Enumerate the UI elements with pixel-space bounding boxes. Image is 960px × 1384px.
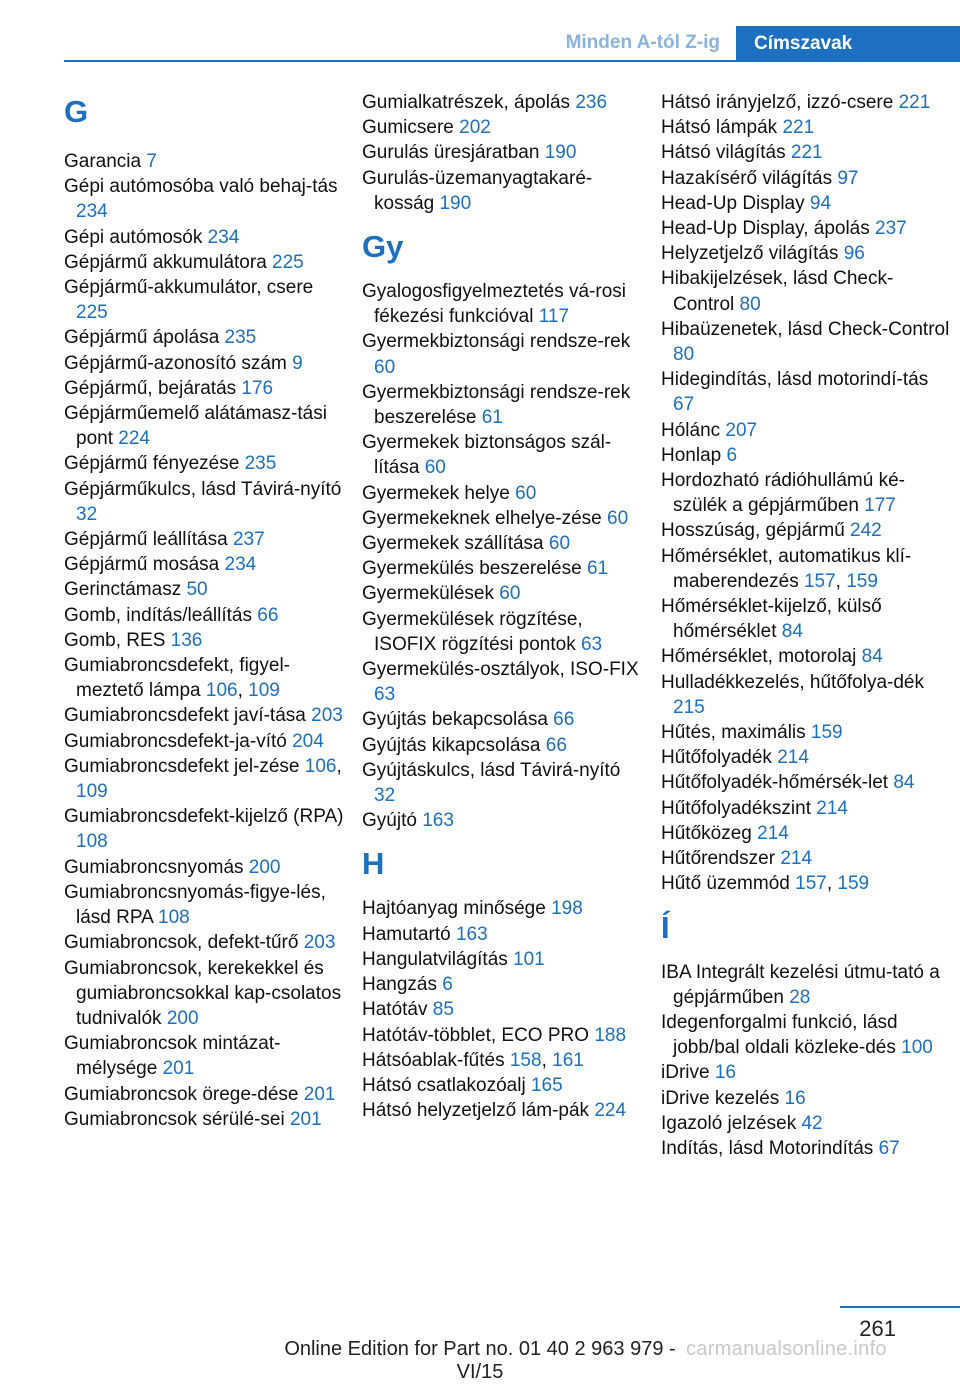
page-reference-link[interactable]: 67 bbox=[878, 1137, 900, 1159]
page-reference-link[interactable]: 28 bbox=[789, 986, 811, 1008]
page-reference-link[interactable]: 109 bbox=[76, 781, 108, 803]
page-reference-link[interactable]: 200 bbox=[166, 1007, 199, 1029]
index-letter-heading: G bbox=[64, 94, 89, 129]
page-reference-link[interactable]: 60 bbox=[499, 583, 521, 605]
page-reference-link[interactable]: 224 bbox=[118, 428, 150, 450]
index-entry-text: Gyújtáskulcs, lásd Távirá-nyító bbox=[362, 759, 621, 781]
page-reference-link[interactable]: 203 bbox=[303, 932, 336, 954]
index-entry bbox=[64, 603, 344, 628]
index-entry bbox=[362, 90, 642, 115]
page-reference-link[interactable]: 214 bbox=[780, 848, 813, 870]
index-entry-text: Hűtőfolyadék-hőmérsék-let bbox=[661, 772, 894, 794]
index-entry-text: Gumiabroncsdefekt jel-zése bbox=[64, 755, 305, 777]
index-entry bbox=[661, 846, 951, 871]
index-entry bbox=[661, 745, 951, 770]
index-entry bbox=[661, 1136, 951, 1161]
index-entry bbox=[661, 871, 951, 896]
index-entry bbox=[64, 804, 344, 854]
page-reference-link[interactable]: 202 bbox=[459, 117, 491, 139]
page-reference-link[interactable]: 204 bbox=[292, 730, 324, 752]
page-reference-link[interactable]: 234 bbox=[207, 226, 240, 248]
index-entry bbox=[64, 930, 344, 955]
index-entry bbox=[661, 367, 951, 417]
page-reference-link[interactable]: 60 bbox=[374, 356, 396, 378]
index-entry bbox=[64, 149, 344, 174]
page-separator: , bbox=[826, 873, 838, 895]
index-entry-text: Gépjármű-akkumulátor, csere bbox=[64, 277, 314, 299]
index-entry-text: Gumiabroncsdefekt-kijelző (RPA) bbox=[64, 806, 344, 828]
index-entry-text: Gumiabroncsok örege-dése bbox=[64, 1083, 304, 1105]
index-entry bbox=[64, 956, 344, 1032]
index-entry-text: Gumialkatrészek, ápolás bbox=[362, 92, 576, 113]
index-entry bbox=[661, 418, 951, 443]
index-entry-text: Hamutartó bbox=[362, 923, 456, 945]
page-reference-link[interactable]: 60 bbox=[424, 457, 446, 479]
index-entry-text: Gyalogosfigyelmeztetés vá-rosi fékezési funkcióval bbox=[362, 281, 626, 328]
index-entry bbox=[362, 166, 642, 216]
page-reference-link[interactable]: 234 bbox=[224, 554, 257, 576]
index-entry-text: Hibakijelzések, lásd Check-Control bbox=[661, 268, 894, 315]
page-reference-link[interactable]: 200 bbox=[248, 856, 281, 878]
index-entry bbox=[661, 518, 951, 543]
page-reference-link[interactable]: 221 bbox=[898, 92, 931, 113]
page-reference-link[interactable]: 16 bbox=[784, 1087, 806, 1109]
index-entry bbox=[362, 733, 642, 758]
index-entry bbox=[64, 451, 344, 476]
index-entry-text: Gyújtás bekapcsolása bbox=[362, 709, 554, 731]
index-entry-text: Gumiabroncsdefekt-ja-vító bbox=[64, 730, 293, 752]
page-reference-link[interactable]: 32 bbox=[374, 785, 396, 807]
page-reference-link[interactable]: 201 bbox=[162, 1058, 195, 1080]
index-entry bbox=[64, 552, 344, 577]
header-divider bbox=[64, 60, 960, 62]
index-entry-text: Hátsó helyzetjelző lám-pák bbox=[362, 1100, 595, 1122]
page-reference-link[interactable]: 236 bbox=[575, 92, 608, 113]
index-letter-heading: H bbox=[362, 846, 385, 882]
page-reference-link[interactable]: 176 bbox=[241, 377, 274, 399]
page-reference-link[interactable]: 136 bbox=[170, 629, 203, 651]
page-reference-link[interactable]: 214 bbox=[777, 747, 809, 769]
header-tab-keywords[interactable]: Címszavak bbox=[736, 26, 960, 62]
index-entry bbox=[661, 443, 951, 468]
index-entry-text: Hatótáv bbox=[362, 999, 433, 1021]
index-entry bbox=[661, 796, 951, 821]
index-entry bbox=[64, 250, 344, 275]
index-entry-text: Gyermekülések bbox=[362, 583, 500, 605]
page-reference-link[interactable]: 42 bbox=[801, 1112, 823, 1134]
index-entry-text: Gumiabroncsok, defekt-tűrő bbox=[64, 932, 304, 954]
page-reference-link[interactable]: 6 bbox=[726, 444, 738, 466]
page-reference-link[interactable]: 188 bbox=[594, 1024, 627, 1046]
index-entry bbox=[362, 1098, 642, 1123]
page-reference-link[interactable]: 157 bbox=[803, 570, 836, 592]
index-entry-text: Gumiabroncsdefekt, figyel-meztető lámpa bbox=[64, 655, 290, 702]
index-entry-text: Hajtóanyag minősége bbox=[362, 898, 552, 920]
index-entry bbox=[64, 577, 344, 602]
index-entry bbox=[661, 644, 951, 669]
index-entry-text: Gurulás üresjáratban bbox=[362, 142, 545, 164]
page-reference-link[interactable]: 235 bbox=[224, 327, 257, 349]
index-entry-text: Idegenforgalmi funkció, lásd jobb/bal oldali közleke-dés bbox=[661, 1011, 902, 1059]
index-entry bbox=[661, 720, 951, 745]
index-entry bbox=[362, 1023, 642, 1048]
index-entry-text: Hosszúság, gépjármű bbox=[661, 520, 851, 542]
index-entry bbox=[362, 531, 642, 556]
index-entry bbox=[64, 401, 344, 451]
index-entry-text: Head-Up Display bbox=[661, 192, 810, 214]
index-entry bbox=[362, 758, 642, 808]
index-entry bbox=[64, 754, 344, 804]
page-separator: , bbox=[237, 680, 249, 702]
index-entry bbox=[362, 329, 642, 379]
page-reference-link[interactable]: 108 bbox=[76, 831, 108, 853]
index-entry-text: Hátsóablak-fűtés bbox=[362, 1049, 510, 1071]
index-entry-text: Gurulás-üzemanyagtakaré-kosság bbox=[362, 167, 593, 214]
page-reference-link[interactable]: 96 bbox=[843, 243, 865, 265]
index-entry bbox=[362, 1048, 642, 1073]
index-entry bbox=[64, 880, 344, 930]
index-entry bbox=[362, 115, 642, 140]
index-entry-text: Gyermekülés beszerelése bbox=[362, 558, 587, 580]
index-entry-text: Gyújtó bbox=[362, 810, 423, 832]
index-entry bbox=[362, 481, 642, 506]
page-reference-link[interactable]: 66 bbox=[545, 734, 567, 756]
index-entry bbox=[64, 628, 344, 653]
index-entry-text: Gyermekeknek elhelye-zése bbox=[362, 507, 607, 529]
index-entry bbox=[64, 275, 344, 325]
index-entry bbox=[64, 729, 344, 754]
page-reference-link[interactable]: 235 bbox=[244, 453, 277, 475]
index-entry bbox=[362, 430, 642, 480]
index-entry bbox=[661, 191, 951, 216]
page-reference-link[interactable]: 84 bbox=[893, 772, 915, 794]
footer-divider bbox=[840, 1306, 960, 1308]
index-entry bbox=[661, 317, 951, 367]
page-reference-link[interactable]: 80 bbox=[673, 344, 695, 366]
page-reference-link[interactable]: 159 bbox=[810, 722, 843, 744]
index-entry-text: Gépjármű fényezése bbox=[64, 453, 245, 475]
index-entry bbox=[362, 581, 642, 606]
index-entry bbox=[362, 380, 642, 430]
index-entry-text: Hűtés, maximális bbox=[661, 722, 811, 744]
page-reference-link[interactable]: 201 bbox=[289, 1108, 322, 1130]
index-entry-text: Hólánc bbox=[661, 419, 726, 441]
page-reference-link[interactable]: 7 bbox=[146, 151, 157, 172]
index-entry-text: Gépjármű mosása bbox=[64, 554, 225, 576]
index-letter-heading: Í bbox=[661, 909, 670, 945]
index-entry bbox=[661, 770, 951, 795]
index-entry-text: Gyermekek biztonságos szál-lítása bbox=[362, 432, 612, 479]
index-entry bbox=[661, 115, 951, 140]
index-entry-text: Hátsó irányjelző, izzó-csere bbox=[661, 92, 899, 113]
index-entry bbox=[661, 166, 951, 191]
index-entry bbox=[64, 1082, 344, 1107]
index-entry bbox=[362, 1073, 642, 1098]
edition-footer: Online Edition for Part no. 01 40 2 963 979 - VI/15 bbox=[284, 1338, 676, 1383]
index-entry bbox=[661, 544, 951, 594]
page-reference-link[interactable]: 207 bbox=[725, 419, 758, 441]
index-entry-text: Hangzás bbox=[362, 974, 443, 996]
index-entry-text: Helyzetjelző világítás bbox=[661, 243, 844, 265]
page-reference-link[interactable]: 101 bbox=[513, 948, 545, 970]
index-entry bbox=[362, 657, 642, 707]
page-reference-link[interactable]: 224 bbox=[594, 1100, 627, 1122]
index-entry-text: Gyermekülés-osztályok, ISO-FIX bbox=[362, 659, 639, 681]
index-entry-text: Hűtőközeg bbox=[661, 822, 758, 844]
index-entry bbox=[661, 468, 951, 518]
index-entry bbox=[362, 947, 642, 972]
page-reference-link[interactable]: 85 bbox=[432, 999, 454, 1021]
index-entry-text: Gépjármű-azonosító szám bbox=[64, 352, 293, 374]
index-entry-text: Gyermekek helye bbox=[362, 482, 516, 504]
page-reference-link[interactable]: 80 bbox=[739, 293, 761, 315]
index-entry bbox=[362, 972, 642, 997]
index-entry-text: Hordozható rádióhullámú ké-szülék a gépjárműben bbox=[661, 470, 905, 517]
index-entry bbox=[362, 140, 642, 165]
index-entry bbox=[362, 997, 642, 1022]
page-reference-link[interactable]: 67 bbox=[673, 394, 695, 416]
page-reference-link[interactable]: 16 bbox=[714, 1062, 736, 1084]
index-entry-text: Hűtőrendszer bbox=[661, 848, 781, 870]
page-reference-link[interactable]: 237 bbox=[232, 529, 265, 551]
index-entry-text: Gumiabroncsnyomás bbox=[64, 856, 249, 878]
page-reference-link[interactable]: 237 bbox=[875, 218, 907, 240]
page-reference-link[interactable]: 108 bbox=[158, 907, 190, 929]
index-entry-text: iDrive bbox=[661, 1062, 715, 1084]
index-entry-text: Garancia bbox=[64, 151, 147, 172]
index-column-1 bbox=[64, 90, 344, 1132]
index-entry-text: Hűtő üzemmód bbox=[661, 873, 796, 895]
index-entry bbox=[661, 670, 951, 720]
index-entry-text: Gépjárműemelő alátámasz-tási pont bbox=[64, 403, 327, 450]
index-entry bbox=[661, 1111, 951, 1136]
index-entry-text: Hőmérséklet, motorolaj bbox=[661, 646, 862, 668]
index-entry-text: Hőmérséklet-kijelző, külső hőmérséklet bbox=[661, 596, 882, 643]
index-entry-text: Gyermekek szállítása bbox=[362, 533, 549, 555]
index-entry-text: Gépjárműkulcs, lásd Távirá-nyító bbox=[64, 478, 342, 500]
page-separator: , bbox=[541, 1049, 553, 1071]
page-reference-link[interactable]: 214 bbox=[816, 797, 848, 819]
page-reference-link[interactable]: 159 bbox=[846, 570, 878, 592]
index-entry-text: Hűtőfolyadék bbox=[661, 747, 778, 769]
index-entry bbox=[661, 1086, 951, 1111]
index-entry-text: Hőmérséklet, automatikus klí-maberendezés bbox=[661, 545, 912, 592]
index-entry-text: Indítás, lásd Motorindítás bbox=[661, 1137, 879, 1159]
page-reference-link[interactable]: 60 bbox=[607, 507, 629, 529]
page-reference-link[interactable]: 66 bbox=[257, 604, 279, 626]
index-entry bbox=[64, 376, 344, 401]
watermark: carmanualsonline.info bbox=[686, 1338, 887, 1360]
page-reference-link[interactable]: 159 bbox=[837, 873, 870, 895]
index-entry-text: Gépjármű ápolása bbox=[64, 327, 225, 349]
index-entry-text: Gyermekbiztonsági rendsze-rek bbox=[362, 331, 631, 353]
index-entry-text: Gumiabroncsok mintázat-mélysége bbox=[64, 1033, 281, 1080]
index-entry-text: Gyermekbiztonsági rendsze-rek beszerelése bbox=[362, 381, 631, 429]
index-entry bbox=[64, 351, 344, 376]
index-entry-text: Hátsó lámpák bbox=[661, 117, 783, 139]
index-entry bbox=[64, 653, 344, 703]
index-entry-text: Hátsó csatlakozóalj bbox=[362, 1074, 531, 1096]
page-number: 261 bbox=[859, 1316, 896, 1341]
index-entry-text: Hangulatvilágítás bbox=[362, 948, 514, 970]
index-entry-text: iDrive kezelés bbox=[661, 1087, 785, 1109]
index-entry bbox=[661, 960, 951, 1010]
index-column-3 bbox=[661, 90, 951, 1161]
index-entry-text: Hazakísérő világítás bbox=[661, 167, 838, 189]
index-entry-text: Gumicsere bbox=[362, 117, 460, 139]
page-reference-link[interactable]: 163 bbox=[422, 810, 454, 832]
page-reference-link[interactable]: 198 bbox=[551, 898, 583, 920]
page-reference-link[interactable]: 61 bbox=[481, 407, 503, 429]
page-reference-link[interactable]: 177 bbox=[864, 495, 896, 517]
index-entry bbox=[362, 607, 642, 657]
index-entry bbox=[661, 241, 951, 266]
index-entry bbox=[362, 279, 642, 329]
page-reference-link[interactable]: 106 bbox=[304, 755, 337, 777]
index-entry bbox=[64, 174, 344, 224]
page-reference-link[interactable]: 32 bbox=[76, 503, 98, 525]
page-reference-link[interactable]: 242 bbox=[850, 520, 882, 542]
index-entry-text: Gumiabroncsnyomás-figye-lés, lásd RPA bbox=[64, 881, 326, 929]
index-entry-text: IBA Integrált kezelési útmu-tató a gépjárműben bbox=[661, 961, 940, 1008]
index-entry-text: Hulladékkezelés, hűtőfolya-dék bbox=[661, 671, 924, 693]
index-entry bbox=[661, 216, 951, 241]
index-entry-text: Gépi autómosók bbox=[64, 226, 208, 248]
index-entry-text: Hidegindítás, lásd motorindí-tás bbox=[661, 369, 929, 391]
page-reference-link[interactable]: 66 bbox=[553, 709, 575, 731]
index-entry bbox=[362, 922, 642, 947]
page-reference-link[interactable]: 60 bbox=[548, 533, 571, 555]
page-reference-link[interactable]: 157 bbox=[795, 873, 827, 895]
page-reference-link[interactable]: 6 bbox=[442, 974, 453, 996]
index-entry bbox=[64, 703, 344, 728]
page-reference-link[interactable]: 190 bbox=[544, 142, 577, 164]
index-entry-text: Gerinctámasz bbox=[64, 579, 187, 601]
index-entry bbox=[362, 556, 642, 581]
index-entry bbox=[661, 266, 951, 316]
index-entry-text: Gomb, indítás/leállítás bbox=[64, 604, 258, 626]
page-reference-link[interactable]: 84 bbox=[781, 621, 803, 643]
index-entry bbox=[64, 1031, 344, 1081]
index-entry bbox=[661, 140, 951, 165]
index-entry-text: Gumiabroncsok sérülé-sei bbox=[64, 1108, 290, 1130]
page-reference-link[interactable]: 63 bbox=[580, 633, 603, 655]
page-reference-link[interactable]: 214 bbox=[757, 822, 789, 844]
header-section-link[interactable]: Minden A-tól Z-ig bbox=[565, 32, 720, 53]
page-reference-link[interactable]: 100 bbox=[901, 1037, 933, 1059]
page-reference-link[interactable]: 63 bbox=[374, 684, 396, 706]
index-entry bbox=[661, 90, 951, 115]
page-reference-link[interactable]: 165 bbox=[530, 1074, 563, 1096]
page-reference-link[interactable]: 161 bbox=[552, 1049, 584, 1071]
index-entry-text: Gépjármű akkumulátora bbox=[64, 251, 273, 273]
index-entry-text: Gépjármű, bejáratás bbox=[64, 377, 242, 399]
page-reference-link[interactable]: 97 bbox=[837, 167, 859, 189]
index-entry bbox=[661, 1060, 951, 1085]
index-entry-text: Igazoló jelzések bbox=[661, 1112, 802, 1134]
index-entry-text: Gumiabroncsdefekt javí-tása bbox=[64, 705, 312, 727]
index-entry-text: Gumiabroncsok, kerekekkel és gumiabroncsokkal kap-csolatos tudnivalók bbox=[64, 957, 342, 1029]
index-entry bbox=[661, 594, 951, 644]
index-entry bbox=[362, 808, 642, 833]
index-entry-text: Gépi autómosóba való behaj-tás bbox=[64, 176, 338, 198]
page-reference-link[interactable]: 163 bbox=[455, 923, 488, 945]
index-entry bbox=[362, 506, 642, 531]
page-reference-link[interactable]: 221 bbox=[790, 142, 823, 164]
page-separator: , bbox=[835, 570, 847, 592]
index-entry bbox=[64, 477, 344, 527]
page-reference-link[interactable]: 117 bbox=[538, 306, 570, 328]
page-reference-link[interactable]: 225 bbox=[76, 302, 108, 324]
index-entry bbox=[64, 325, 344, 350]
page-reference-link[interactable]: 203 bbox=[311, 705, 343, 727]
page-reference-link[interactable]: 61 bbox=[586, 558, 609, 580]
index-entry-text: Hátsó világítás bbox=[661, 142, 791, 164]
index-entry-text: Gomb, RES bbox=[64, 629, 171, 651]
page-reference-link[interactable]: 234 bbox=[76, 201, 108, 223]
page-reference-link[interactable]: 106 bbox=[205, 680, 238, 702]
page-reference-link[interactable]: 109 bbox=[248, 680, 280, 702]
index-entry-text: Hűtőfolyadékszint bbox=[661, 797, 817, 819]
page-reference-link[interactable]: 94 bbox=[809, 192, 832, 214]
index-entry bbox=[64, 1107, 344, 1132]
index-entry-text: Gyermekülések rögzítése, ISOFIX rögzítési pontok bbox=[362, 608, 583, 655]
index-entry-text: Gépjármű leállítása bbox=[64, 529, 233, 551]
page-reference-link[interactable]: 190 bbox=[439, 192, 472, 214]
page-reference-link[interactable]: 60 bbox=[515, 482, 537, 504]
index-entry-text: Gyújtás kikapcsolása bbox=[362, 734, 546, 756]
index-entry-text: Hibaüzenetek, lásd Check-Control bbox=[661, 318, 950, 340]
page-reference-link[interactable]: 84 bbox=[861, 646, 883, 668]
index-letter-heading: Gy bbox=[362, 229, 404, 265]
index-entry bbox=[362, 707, 642, 732]
index-entry bbox=[362, 896, 642, 921]
page-separator: , bbox=[336, 755, 342, 777]
index-entry-text: Honlap bbox=[661, 444, 727, 466]
index-entry bbox=[64, 527, 344, 552]
page-reference-link[interactable]: 215 bbox=[673, 696, 705, 718]
page-reference-link[interactable]: 9 bbox=[292, 352, 303, 374]
index-column-2 bbox=[362, 90, 642, 1123]
index-entry-text: Hatótáv-többlet, ECO PRO bbox=[362, 1024, 595, 1046]
index-entry bbox=[661, 821, 951, 846]
page-reference-link[interactable]: 50 bbox=[186, 579, 208, 601]
page-reference-link[interactable]: 225 bbox=[272, 251, 304, 273]
index-entry-text: Head-Up Display, ápolás bbox=[661, 218, 876, 240]
index-entry bbox=[64, 855, 344, 880]
index-entry bbox=[661, 1010, 951, 1060]
page-reference-link[interactable]: 158 bbox=[509, 1049, 542, 1071]
index-entry bbox=[64, 225, 344, 250]
page-reference-link[interactable]: 221 bbox=[782, 117, 815, 139]
page-reference-link[interactable]: 201 bbox=[303, 1083, 336, 1105]
